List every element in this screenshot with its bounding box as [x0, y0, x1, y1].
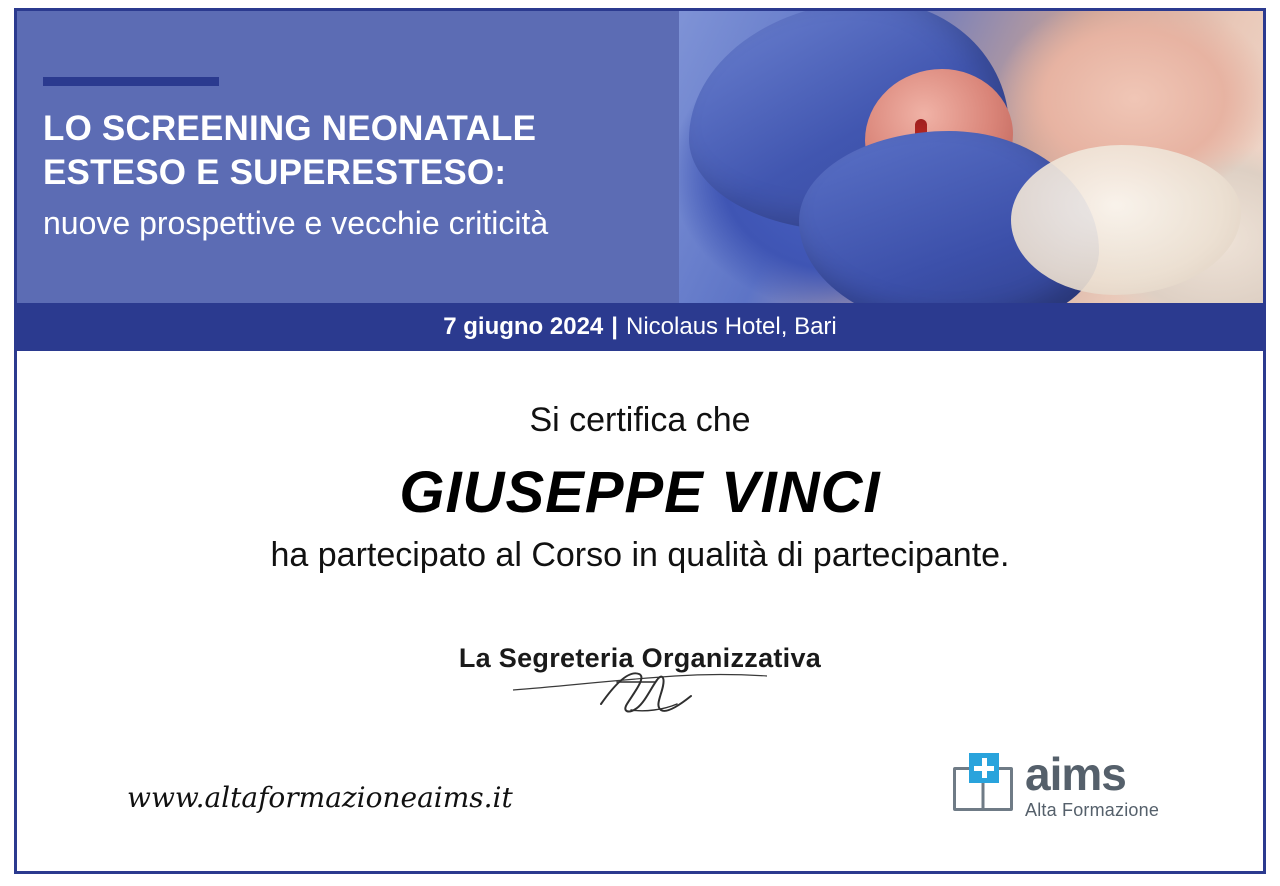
neonatal-heel-prick-photo	[679, 11, 1263, 303]
event-subtitle: nuove prospettive e vecchie criticità	[43, 205, 549, 241]
logo-text	[1025, 749, 1159, 821]
certificate-frame	[14, 8, 1266, 874]
website-url[interactable]: www.altaformazioneaims.it	[127, 781, 513, 814]
event-date-venue-strip	[17, 303, 1263, 351]
event-venue: Nicolaus Hotel, Bari	[626, 313, 837, 340]
certificate-body	[17, 351, 1263, 871]
signature-label: La Segreteria Organizzativa	[458, 643, 822, 673]
cloth-shape	[1011, 145, 1241, 295]
signature-block	[17, 643, 1263, 720]
logo-tagline: Alta Formazione	[1025, 800, 1160, 820]
event-title-line2: ESTESO E SUPERESTESO:	[43, 153, 507, 192]
book-with-medical-cross-icon	[953, 753, 1015, 815]
aims-logo	[953, 749, 1163, 831]
event-banner	[17, 11, 1263, 303]
handwritten-signature	[505, 660, 775, 720]
event-title-line1: LO SCREENING NEONATALE	[43, 109, 537, 148]
banner-accent-rule	[43, 77, 219, 86]
event-title	[43, 107, 673, 195]
recipient-name: GIUSEPPE VINCI	[399, 460, 881, 525]
date-venue-separator: |	[611, 313, 618, 340]
event-date: 7 giugno 2024	[443, 313, 604, 340]
medical-cross-icon	[969, 753, 999, 783]
logo-name: aims	[1025, 748, 1126, 800]
participation-role-line: ha partecipato al Corso in qualità di partecipante.	[270, 536, 1010, 574]
certifies-line: Si certifica che	[529, 401, 751, 439]
